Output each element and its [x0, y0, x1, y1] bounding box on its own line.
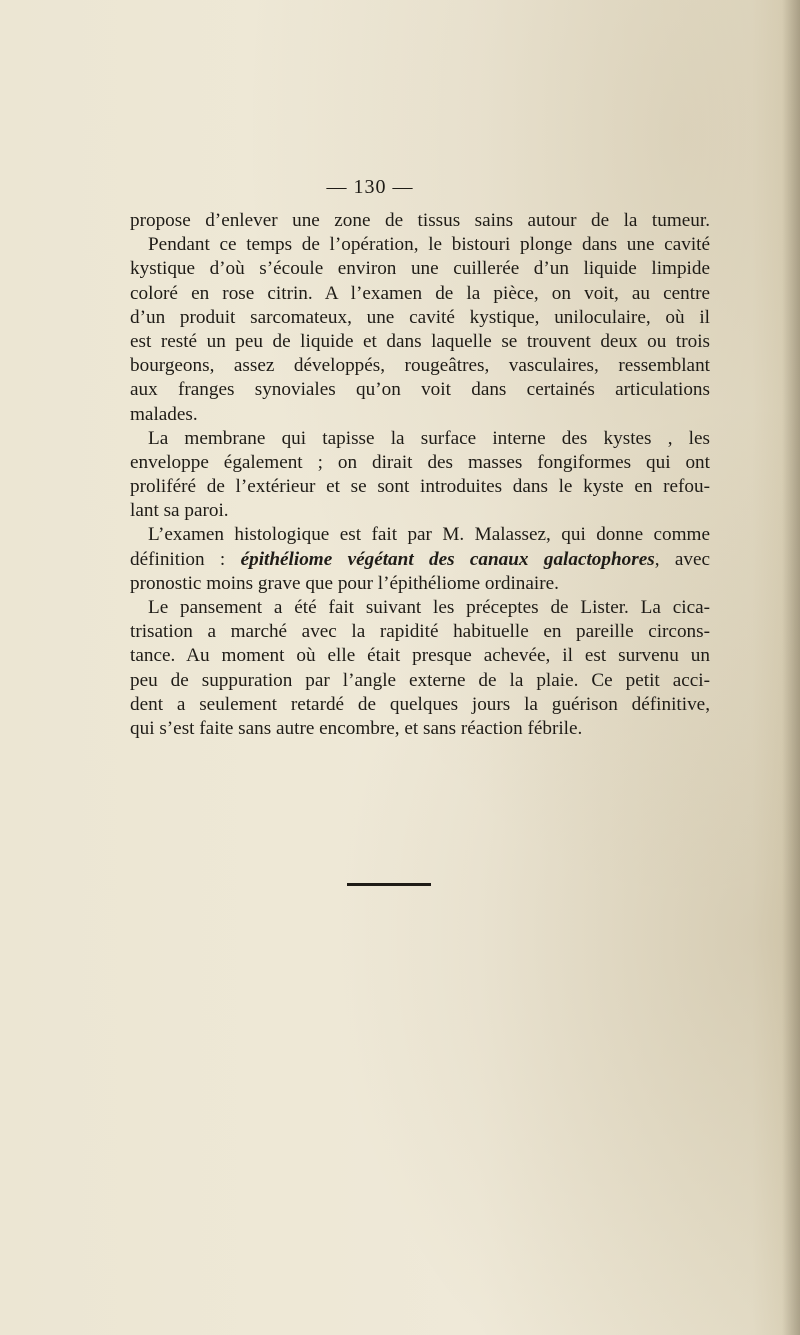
text-line: enveloppe également ; on dirait des masses fongiformes qui ont	[130, 451, 710, 473]
text-line-mixed	[130, 548, 710, 572]
text-line: pronostic moins grave que pour l’épithéliome ordinaire.	[130, 572, 559, 594]
text-line: malades.	[130, 403, 198, 425]
text-line: proliféré de l’extérieur et se sont introduites dans le kyste en refou-	[130, 476, 710, 498]
text-line: aux franges synoviales qu’on voit dans certainés articulations	[130, 379, 710, 401]
text-line: coloré en rose citrin. A l’examen de la pièce, on voit, au centre	[130, 282, 710, 304]
text-segment: définition :	[130, 548, 241, 570]
text-line: qui s’est faite sans autre encombre, et sans réaction fébrile.	[130, 717, 583, 739]
text-line: La membrane qui tapisse la surface interne des kystes , les	[148, 427, 710, 449]
text-line: Le pansement a été fait suivant les préceptes de Lister. La cica-	[148, 597, 710, 618]
text-line: d’un produit sarcomateux, une cavité kystique, uniloculaire, où il	[130, 306, 710, 328]
text-line: kystique d’où s’écoule environ une cuillerée d’un liquide limpide	[130, 258, 710, 280]
section-divider-rule	[347, 883, 431, 886]
body-text	[130, 209, 710, 741]
page-edge-shadow	[782, 0, 800, 1335]
text-segment: , avec	[654, 548, 710, 570]
italic-term: épithéliome végétant des canaux galactophores	[240, 548, 655, 570]
text-line: trisation a marché avec la rapidité habituelle en pareille circons-	[130, 621, 710, 643]
text-line: L’examen histologique est fait par M. Malassez, qui donne comme	[148, 524, 710, 546]
text-line: peu de suppuration par l’angle externe de la plaie. Ce petit acci-	[130, 669, 710, 691]
text-line: bourgeons, assez développés, rougeâtres, vasculaires, ressemblant	[130, 355, 710, 377]
text-line: lant sa paroi.	[130, 500, 229, 522]
text-line: tance. Au moment où elle était presque achevée, il est survenu un	[130, 645, 710, 667]
page-number: — 130 —	[326, 176, 414, 198]
text-line: Pendant ce temps de l’opération, le bistouri plonge dans une cavité	[148, 234, 710, 256]
text-line: propose d’enlever une zone de tissus sains autour de la tumeur.	[130, 210, 710, 231]
text-line: est resté un peu de liquide et dans laquelle se trouvent deux ou trois	[130, 330, 710, 352]
text-line: dent a seulement retardé de quelques jours la guérison définitive,	[130, 693, 710, 715]
